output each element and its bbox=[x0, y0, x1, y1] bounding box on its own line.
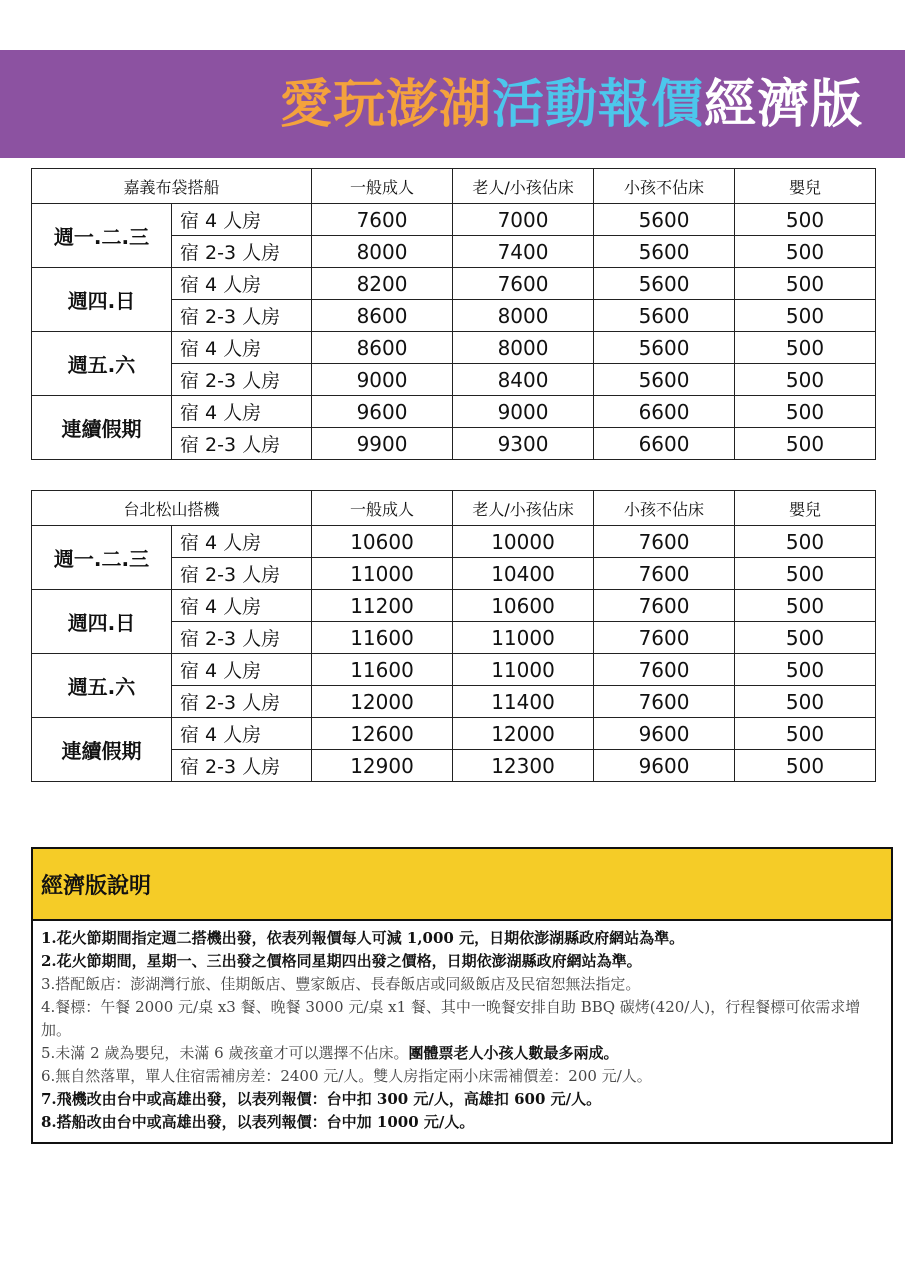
room-cell: 宿 2-3 人房 bbox=[172, 558, 312, 590]
price-cell: 500 bbox=[735, 332, 876, 364]
price-cell: 5600 bbox=[594, 204, 735, 236]
day-cell: 週四.日 bbox=[32, 590, 172, 654]
price-cell: 7600 bbox=[312, 204, 453, 236]
price-cell: 12900 bbox=[312, 750, 453, 782]
price-cell: 9600 bbox=[312, 396, 453, 428]
price-cell: 6600 bbox=[594, 396, 735, 428]
price-cell: 9900 bbox=[312, 428, 453, 460]
room-cell: 宿 2-3 人房 bbox=[172, 686, 312, 718]
note-item: 8.搭船改由台中或高雄出發，以表列報價：台中加 1000 元/人。 bbox=[41, 1113, 475, 1131]
price-cell: 11400 bbox=[453, 686, 594, 718]
room-cell: 宿 4 人房 bbox=[172, 204, 312, 236]
price-cell: 11600 bbox=[312, 622, 453, 654]
price-cell: 9300 bbox=[453, 428, 594, 460]
room-cell: 宿 2-3 人房 bbox=[172, 300, 312, 332]
room-cell: 宿 2-3 人房 bbox=[172, 750, 312, 782]
room-cell: 宿 4 人房 bbox=[172, 654, 312, 686]
table-row bbox=[32, 332, 876, 364]
price-cell: 500 bbox=[735, 396, 876, 428]
price-cell: 7600 bbox=[594, 686, 735, 718]
price-cell: 11000 bbox=[453, 654, 594, 686]
day-cell: 週四.日 bbox=[32, 268, 172, 332]
price-cell: 5600 bbox=[594, 332, 735, 364]
day-cell: 週五.六 bbox=[32, 332, 172, 396]
note-item: 3.搭配飯店：澎湖灣行旅、佳期飯店、豐家飯店、長春飯店或同級飯店及民宿恕無法指定。 bbox=[41, 975, 641, 993]
table-row bbox=[32, 526, 876, 558]
price-cell: 12600 bbox=[312, 718, 453, 750]
boat-price-table bbox=[31, 168, 876, 460]
header-cell: 小孩不佔床 bbox=[594, 491, 735, 526]
price-cell: 5600 bbox=[594, 364, 735, 396]
price-cell: 12000 bbox=[453, 718, 594, 750]
room-cell: 宿 4 人房 bbox=[172, 718, 312, 750]
price-cell: 500 bbox=[735, 300, 876, 332]
price-cell: 12300 bbox=[453, 750, 594, 782]
price-cell: 500 bbox=[735, 236, 876, 268]
price-cell: 8600 bbox=[312, 332, 453, 364]
price-cell: 5600 bbox=[594, 236, 735, 268]
price-cell: 10600 bbox=[453, 590, 594, 622]
price-cell: 10400 bbox=[453, 558, 594, 590]
header-cell: 台北松山搭機 bbox=[32, 491, 312, 526]
room-cell: 宿 4 人房 bbox=[172, 396, 312, 428]
price-cell: 10000 bbox=[453, 526, 594, 558]
day-cell: 週一.二.三 bbox=[32, 526, 172, 590]
price-cell: 500 bbox=[735, 558, 876, 590]
room-cell: 宿 4 人房 bbox=[172, 526, 312, 558]
table-row bbox=[32, 204, 876, 236]
header-cell: 一般成人 bbox=[312, 169, 453, 204]
price-cell: 8000 bbox=[453, 300, 594, 332]
price-cell: 8200 bbox=[312, 268, 453, 300]
price-cell: 500 bbox=[735, 718, 876, 750]
table-row bbox=[32, 654, 876, 686]
notes-body bbox=[33, 921, 891, 1134]
price-cell: 7600 bbox=[594, 590, 735, 622]
day-cell: 連續假期 bbox=[32, 396, 172, 460]
header-cell: 小孩不佔床 bbox=[594, 169, 735, 204]
price-cell: 6600 bbox=[594, 428, 735, 460]
price-cell: 8000 bbox=[453, 332, 594, 364]
room-cell: 宿 4 人房 bbox=[172, 590, 312, 622]
price-cell: 9000 bbox=[312, 364, 453, 396]
header-cell: 一般成人 bbox=[312, 491, 453, 526]
room-cell: 宿 2-3 人房 bbox=[172, 364, 312, 396]
notes-box bbox=[31, 847, 893, 1144]
room-cell: 宿 2-3 人房 bbox=[172, 622, 312, 654]
note-bold-text: 團體票老人小孩人數最多兩成。 bbox=[408, 1044, 619, 1062]
note-item: 7.飛機改由台中或高雄出發，以表列報價：台中扣 300 元/人，高雄扣 600 元/人。 bbox=[41, 1090, 602, 1108]
price-cell: 8600 bbox=[312, 300, 453, 332]
price-cell: 500 bbox=[735, 526, 876, 558]
page-title bbox=[280, 62, 863, 137]
note-text: 5.未滿 2 歲為嬰兒，未滿 6 歲孩童才可以選擇不佔床。 bbox=[41, 1044, 409, 1062]
price-cell: 10600 bbox=[312, 526, 453, 558]
price-cell: 7400 bbox=[453, 236, 594, 268]
price-cell: 7000 bbox=[453, 204, 594, 236]
price-cell: 500 bbox=[735, 364, 876, 396]
day-cell: 連續假期 bbox=[32, 718, 172, 782]
note-item: 6.無自然落單，單人住宿需補房差：2400 元/人。雙人房指定兩小床需補價差：200 元/人。 bbox=[41, 1067, 652, 1085]
note-item: 4.餐標：午餐 2000 元/桌 x3 餐、晚餐 3000 元/桌 x1 餐、其中一晚餐安排自助 BBQ 碳烤(420/人)，行程餐標可依需求增加。 bbox=[41, 998, 861, 1039]
price-cell: 12000 bbox=[312, 686, 453, 718]
day-cell: 週五.六 bbox=[32, 654, 172, 718]
price-cell: 500 bbox=[735, 428, 876, 460]
note-item bbox=[41, 1042, 883, 1065]
price-cell: 500 bbox=[735, 654, 876, 686]
price-cell: 5600 bbox=[594, 300, 735, 332]
header-cell: 老人/小孩佔床 bbox=[453, 491, 594, 526]
title-part-3: 經濟版 bbox=[703, 75, 863, 135]
price-cell: 11000 bbox=[312, 558, 453, 590]
room-cell: 宿 4 人房 bbox=[172, 332, 312, 364]
price-cell: 11200 bbox=[312, 590, 453, 622]
price-cell: 11600 bbox=[312, 654, 453, 686]
table-row bbox=[32, 268, 876, 300]
price-cell: 9600 bbox=[594, 750, 735, 782]
table-header-row bbox=[32, 491, 876, 526]
price-cell: 500 bbox=[735, 204, 876, 236]
table-header-row bbox=[32, 169, 876, 204]
room-cell: 宿 4 人房 bbox=[172, 268, 312, 300]
price-cell: 500 bbox=[735, 750, 876, 782]
note-item: 2.花火節期間，星期一、三出發之價格同星期四出發之價格，日期依澎湖縣政府網站為準。 bbox=[41, 952, 642, 970]
note-item: 1.花火節期間指定週二搭機出發，依表列報價每人可減 1,000 元，日期依澎湖縣政府網站為準。 bbox=[41, 929, 685, 947]
table-row bbox=[32, 590, 876, 622]
room-cell: 宿 2-3 人房 bbox=[172, 428, 312, 460]
price-cell: 500 bbox=[735, 268, 876, 300]
notes-heading: 經濟版說明 bbox=[33, 849, 891, 921]
price-cell: 7600 bbox=[594, 526, 735, 558]
day-cell: 週一.二.三 bbox=[32, 204, 172, 268]
price-cell: 9000 bbox=[453, 396, 594, 428]
header-cell: 老人/小孩佔床 bbox=[453, 169, 594, 204]
price-cell: 7600 bbox=[453, 268, 594, 300]
price-cell: 7600 bbox=[594, 558, 735, 590]
price-cell: 8400 bbox=[453, 364, 594, 396]
header-cell: 嘉義布袋搭船 bbox=[32, 169, 312, 204]
flight-price-table bbox=[31, 490, 876, 782]
room-cell: 宿 2-3 人房 bbox=[172, 236, 312, 268]
table-row bbox=[32, 396, 876, 428]
price-cell: 8000 bbox=[312, 236, 453, 268]
header-cell: 嬰兒 bbox=[735, 491, 876, 526]
price-cell: 7600 bbox=[594, 622, 735, 654]
title-part-2: 活動報價 bbox=[491, 75, 704, 135]
price-cell: 5600 bbox=[594, 268, 735, 300]
price-cell: 7600 bbox=[594, 654, 735, 686]
title-part-1: 愛玩澎湖 bbox=[279, 75, 492, 135]
price-cell: 9600 bbox=[594, 718, 735, 750]
price-cell: 500 bbox=[735, 622, 876, 654]
table-row bbox=[32, 718, 876, 750]
price-cell: 11000 bbox=[453, 622, 594, 654]
price-cell: 500 bbox=[735, 590, 876, 622]
header-cell: 嬰兒 bbox=[735, 169, 876, 204]
price-cell: 500 bbox=[735, 686, 876, 718]
